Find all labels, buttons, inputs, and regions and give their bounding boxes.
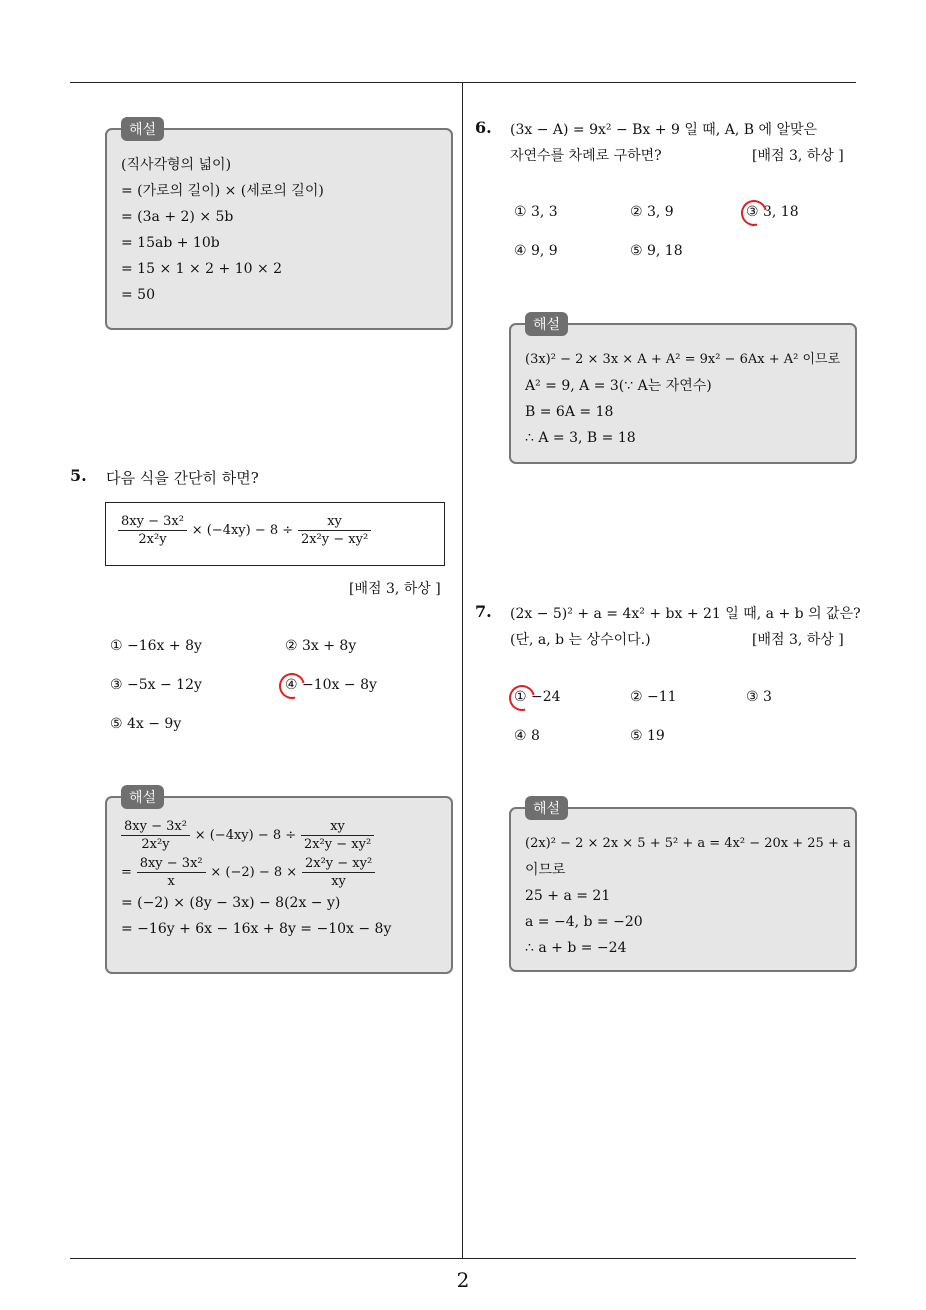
q6-choice-2[interactable]: ② 3, 9 <box>630 204 674 220</box>
solution-box-rectangle <box>105 122 453 330</box>
solution-label: 해설 <box>525 312 568 336</box>
question-6-meta: [배점 3, 하상 ] <box>752 148 844 164</box>
question-5-number: 5. <box>70 466 87 485</box>
solution-line: 이므로 <box>525 862 566 878</box>
solution-line: = (3a + 2) × 5b <box>121 209 234 225</box>
solution-box-question-6 <box>509 317 857 464</box>
fraction-denominator: 2x²y − xy² <box>303 837 372 852</box>
q5-choice-4[interactable]: ④ −10x − 8y <box>285 677 377 693</box>
expr-fraction-1 <box>118 513 187 548</box>
page-number: 2 <box>456 1268 470 1292</box>
fraction-numerator: xy <box>301 818 374 836</box>
solution-line: ∴ a + b = −24 <box>525 940 627 956</box>
solution-box-question-7 <box>509 801 857 972</box>
question-6-number: 6. <box>475 118 492 137</box>
q7-choice-4[interactable]: ④ 8 <box>514 728 540 744</box>
solution-line: = 15 × 1 × 2 + 10 × 2 <box>121 261 283 277</box>
solution-label: 해설 <box>525 796 568 820</box>
solution-line: (3x)² − 2 × 3x × A + A² = 9x² − 6Ax + A² 이므로 <box>525 352 841 367</box>
solution-line: = −16y + 6x − 16x + 8y = −10x − 8y <box>121 921 392 937</box>
fraction-denominator: 2x²y <box>138 532 167 547</box>
question-7-meta: [배점 3, 하상 ] <box>752 632 844 648</box>
fraction-denominator: 2x²y <box>141 837 170 852</box>
fraction <box>121 818 190 853</box>
question-5-meta: [배점 3, 하상 ] <box>349 581 441 597</box>
fraction-denominator: 2x²y − xy² <box>300 532 369 547</box>
fraction-numerator: 8xy − 3x² <box>118 513 187 531</box>
q5-choice-1[interactable]: ① −16x + 8y <box>110 638 202 654</box>
q7-choice-2[interactable]: ② −11 <box>630 689 677 705</box>
solution-line: 25 + a = 21 <box>525 888 611 904</box>
solution-line <box>121 855 439 890</box>
answer-mark-circle <box>736 195 772 231</box>
fraction-numerator: 8xy − 3x² <box>137 855 206 873</box>
solution-line: (2x)² − 2 × 2x × 5 + 5² + a = 4x² − 20x + 25 + a <box>525 836 851 851</box>
q5-choice-3[interactable]: ③ −5x − 12y <box>110 677 202 693</box>
answer-mark-circle <box>504 680 540 716</box>
fraction <box>302 855 375 890</box>
solution-line: = 15ab + 10b <box>121 235 220 251</box>
fraction <box>137 855 206 890</box>
solution-line <box>121 818 439 853</box>
solution-line: (직사각형의 넓이) <box>121 157 232 173</box>
solution-line: A² = 9, A = 3(∵ A는 자연수) <box>525 378 712 394</box>
q5-choice-5[interactable]: ⑤ 4x − 9y <box>110 716 182 732</box>
solution-line: = 50 <box>121 287 155 303</box>
expr-fraction-2 <box>298 513 371 548</box>
top-rule <box>70 82 856 83</box>
column-divider <box>462 82 463 1259</box>
q6-choice-1[interactable]: ① 3, 3 <box>514 204 558 220</box>
question-5-text: 다음 식을 간단히 하면? <box>106 469 259 487</box>
question-7-text-line-1: (2x − 5)² + a = 4x² + bx + 21 일 때, a + b 의 값은? <box>510 606 861 622</box>
q5-choice-2[interactable]: ② 3x + 8y <box>285 638 357 654</box>
solution-line: ∴ A = 3, B = 18 <box>525 430 636 446</box>
question-6-text-line-2: 자연수를 차례로 구하면? <box>510 148 662 164</box>
solution-label: 해설 <box>121 117 164 141</box>
q7-choice-1[interactable]: ① −24 <box>514 689 561 705</box>
solution-line: = (가로의 길이) × (세로의 길이) <box>121 183 324 199</box>
answer-mark-circle <box>274 668 310 704</box>
expr-middle: × (−4xy) − 8 ÷ <box>191 523 294 538</box>
fraction-denominator: x <box>167 874 175 889</box>
q6-choice-3[interactable]: ③ 3, 18 <box>746 204 799 220</box>
fraction-numerator: 8xy − 3x² <box>121 818 190 836</box>
fraction-numerator: xy <box>298 513 371 531</box>
solution-line: = (−2) × (8y − 3x) − 8(2x − y) <box>121 895 341 911</box>
solution-line: B = 6A = 18 <box>525 404 614 420</box>
fraction-denominator: xy <box>331 874 346 889</box>
expr-middle: × (−2) − 8 × <box>210 865 298 880</box>
fraction-numerator: 2x²y − xy² <box>302 855 375 873</box>
expr-prefix: = <box>121 865 132 880</box>
question-7-number: 7. <box>475 602 492 621</box>
q6-choice-5[interactable]: ⑤ 9, 18 <box>630 243 683 259</box>
question-5-expression-box <box>105 502 445 566</box>
fraction <box>301 818 374 853</box>
solution-line: a = −4, b = −20 <box>525 914 643 930</box>
solution-label: 해설 <box>121 785 164 809</box>
question-6-text-line-1: (3x − A) = 9x² − Bx + 9 일 때, A, B 에 알맞은 <box>510 122 818 138</box>
bottom-rule <box>70 1258 856 1259</box>
solution-box-question-5 <box>105 790 453 974</box>
q7-choice-5[interactable]: ⑤ 19 <box>630 728 665 744</box>
q7-choice-3[interactable]: ③ 3 <box>746 689 772 705</box>
question-7-text-line-2: (단, a, b 는 상수이다.) <box>510 632 651 648</box>
q6-choice-4[interactable]: ④ 9, 9 <box>514 243 558 259</box>
expr-middle: × (−4xy) − 8 ÷ <box>194 828 297 843</box>
